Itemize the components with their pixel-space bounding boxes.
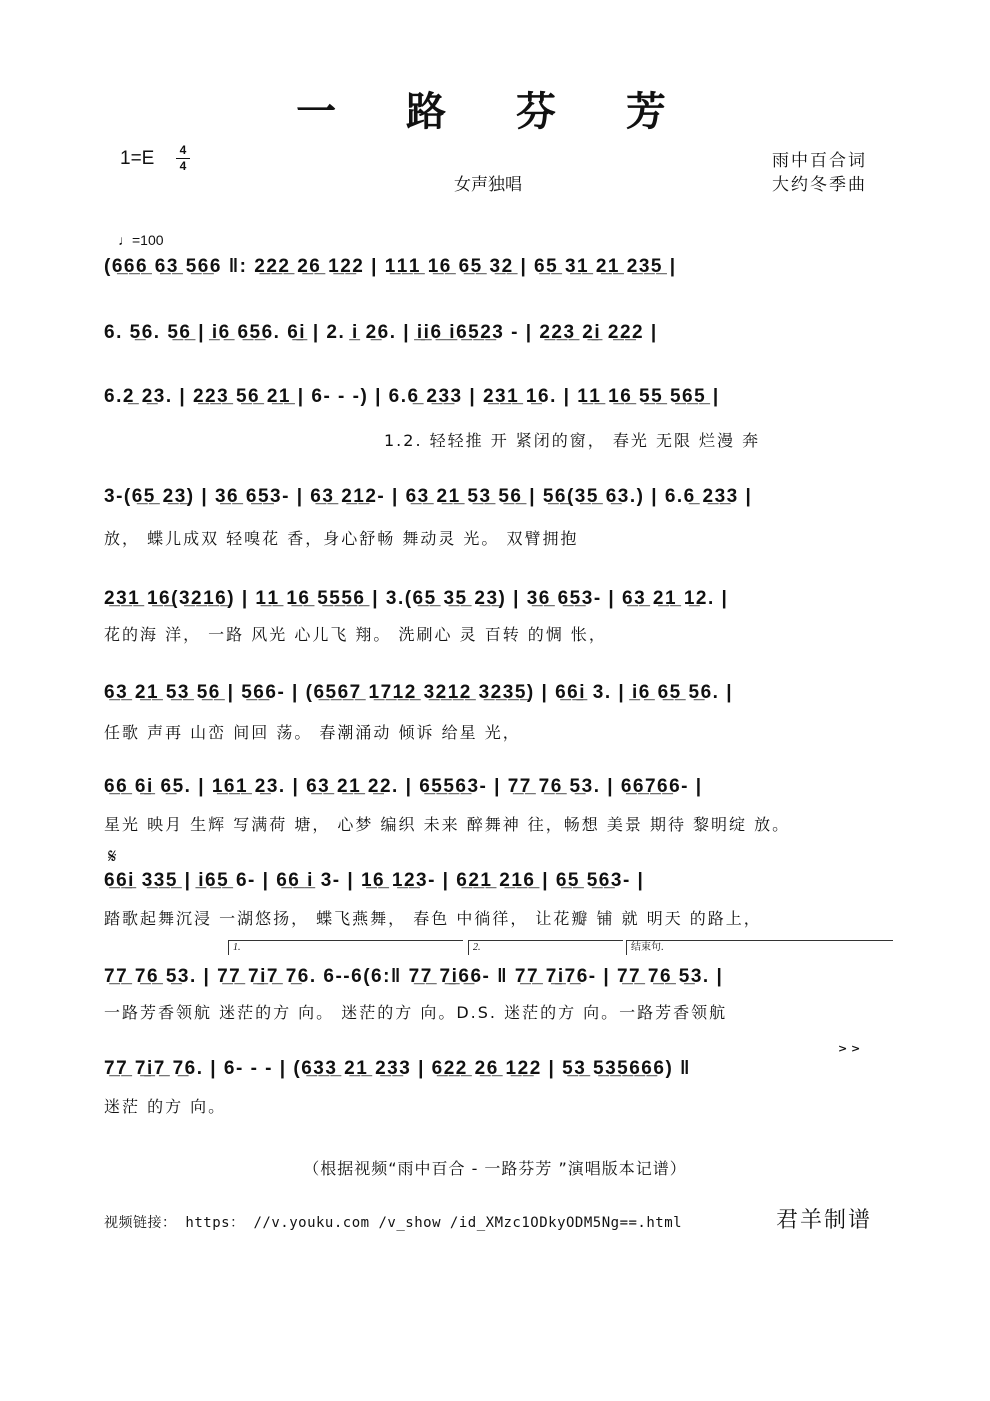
notation-row: 6. 5̲6. 5̲6̲ | i̲6̲ 6̲5̲6. 6̲i̲ | 2. i̲ 2̲6. | i̲i̲6̲ i̲6̲5̲2̲3 - | 2̲2̲3̲ 2̲i̲ 2̲2̲2 | <box>104 322 658 343</box>
transcription-note: （根据视频“雨中百合 - 一路芬芳 ”演唱版本记谱） <box>303 1159 687 1178</box>
notation-row: 3-(6̲5̲ 2̲3̲) | 3̲6̲ 6̲5̲3- | 6̲3̲ 2̲1̲2- | 6̲3̲ 2̲1̲ 5̲3̲ 5̲6̲ | 5̲6̲(3̲5̲ 6̲3.) | 6.6̲ 2̲3̲3 | <box>104 486 753 507</box>
performance-type: 女声独唱 <box>454 175 522 195</box>
video-link[interactable]: 视频链接： https： //v.youku.com /v_show /id_XMzc1ODkyODM5Ng==.html <box>104 1215 683 1231</box>
lyrics-row: 踏歌起舞沉浸 一湖悠扬， 蝶飞燕舞， 春色 中徜徉， 让花瓣 铺 就 明天 的路上， <box>104 909 762 928</box>
lyrics-row: 一路芳香领航 迷茫的方 向。 迷茫的方 向。D.S. 迷茫的方 向。一路芳香领航 <box>104 1003 728 1022</box>
notation-row: 7̲7̲ 7̲6̲ 5̲3. | 7̲7̲ 7̲i̲7̲ 7̲6. 6--6(6:‖ 7̲7̲ 7̲i̲6̲6- ‖ 7̲7̲ 7̲i̲7̲6- | 7̲7̲ 7̲6̲ 5̲3. | <box>104 966 724 987</box>
transcriber-signature: 君羊制谱 <box>776 1208 873 1233</box>
tempo-marking: ♩=100 <box>118 232 164 248</box>
notation-row: (6̲6̲6̲ 6̲3̲ 5̲6̲6 ‖: 2̲2̲2̲ 2̲6̲ 1̲2̲2 | 1̲1̲1̲ 1̲6̲ 6̲5̲ 3̲2̲ | 6̲5̲ 3̲1̲ 2̲1̲ 2̲3̲5̲ | <box>104 256 677 277</box>
lyrics-row: 1.2. 轻轻推 开 紧闭的窗， 春光 无限 烂漫 奔 <box>384 431 761 450</box>
lyrics-row: 星光 映月 生辉 写满荷 塘， 心梦 编织 未来 醉舞神 往，畅想 美景 期待 黎明绽 放。 <box>104 815 791 834</box>
accent-marks: > > <box>838 1042 861 1055</box>
notation-row: 7̲7̲ 7̲i̲7̲ 7̲6. | 6- - - | (6̲3̲3̲ 2̲1̲ 2̲3̲3 | 6̲2̲2̲ 2̲6̲ 1̲2̲2 | 5̲3̲ 5̲3̲5̲6̲6̲6) ‖ <box>104 1058 692 1079</box>
segno-sign: 𝄋 <box>108 844 117 868</box>
lyricist-credit: 雨中百合词 <box>772 151 867 171</box>
notation-row: 2̲3̲1̲ 1̲6̲(3̲2̲1̲6̲) | 1̲1̲ 1̲6̲ 5̲5̲5̲6̲ | 3.(6̲5̲ 3̲5̲ 2̲3̲) | 3̲6̲ 6̲5̲3- | 6̲3̲ 2̲1̲ 1̲2. | <box>104 588 729 609</box>
lyrics-row: 任歌 声再 山峦 间回 荡。 春潮涌动 倾诉 给星 光， <box>104 723 521 742</box>
song-title: 一 路 芬 芳 <box>296 88 694 135</box>
notation-row: 6̲6̲i̲ 3̲3̲5̲ | i̲6̲5̲ 6- | 6̲6̲ i̲ 3- | 1̲6̲ 1̲2̲3- | 6̲2̲1̲ 2̲1̲6̲ | 6̲5̲ 5̲6̲3- | <box>104 870 645 891</box>
lyrics-row: 花的海 洋， 一路 风光 心儿飞 翔。 洗刷心 灵 百转 的惆 怅， <box>104 625 607 644</box>
lyrics-row: 放， 蝶儿成双 轻嗅花 香，身心舒畅 舞动灵 光。 双臂拥抱 <box>104 529 579 548</box>
coda-ending-bracket: 结束句. <box>626 940 893 955</box>
first-ending-bracket: 1. <box>228 940 463 955</box>
time-signature <box>176 144 190 173</box>
notation-row: 6̲3̲ 2̲1̲ 5̲3̲ 5̲6̲ | 5̲6̲6- | (6̲5̲6̲7̲ 1̲7̲1̲2̲ 3̲2̲1̲2̲ 3̲2̲3̲5̲) | 6̲6̲i̲ 3. | i̲6̲ 6̲5̲ 5̲6. | <box>104 682 734 703</box>
notation-row: 6̲6̲ 6̲i̲ 6̲5. | 1̲6̲1̲ 2̲3. | 6̲3̲ 2̲1̲ 2̲2. | 6̲5̲5̲6̲3- | 7̲7̲ 7̲6̲ 5̲3. | 6̲6̲7̲6̲6- | <box>104 776 703 797</box>
second-ending-bracket: 2. <box>468 940 623 955</box>
key-signature: 1=E <box>120 148 155 169</box>
lyrics-row: 迷茫 的方 向。 <box>104 1097 227 1116</box>
composer-credit: 大约冬季曲 <box>772 175 867 195</box>
notation-row: 6.2̲ 2̲3. | 2̲2̲3̲ 5̲6̲ 2̲1̲ | 6- - -) | 6.6̲ 2̲3̲3 | 2̲3̲1̲ 1̲6. | 1̲1̲ 1̲6̲ 5̲5̲ 5̲6̲5̲ | <box>104 386 720 407</box>
meter-top: 4 <box>179 143 187 157</box>
meter-bottom: 4 <box>179 159 187 173</box>
